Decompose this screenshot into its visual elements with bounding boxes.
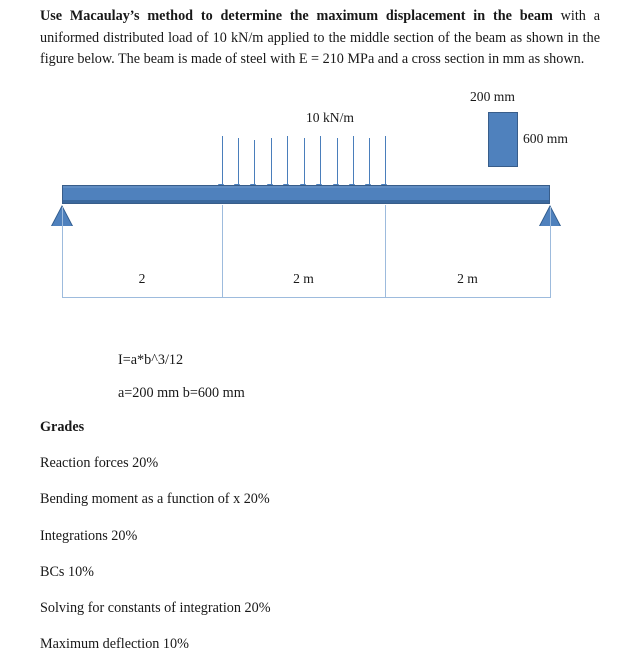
dimension-label-span2: 2 m — [293, 271, 314, 286]
udl-arrow-line — [222, 136, 223, 191]
grade-item-max-deflection: Maximum deflection 10% — [40, 636, 189, 652]
grades-heading: Grades — [40, 419, 85, 435]
problem-statement — [40, 6, 600, 71]
udl-arrow-line — [320, 136, 321, 191]
grade-item-constants: Solving for constants of integration 20% — [40, 600, 271, 616]
problem-statement-bold: Use Macaulay’s method to determine the maximum displacement in the beam — [40, 8, 553, 24]
dimension-label-span3: 2 m — [457, 271, 478, 286]
grade-item-bending-moment: Bending moment as a function of x 20% — [40, 491, 270, 507]
problem-statement-rest: with a uniformed distributed load of 10 kN/m applied to the middle section of the beam as shown in the figure below. The beam is made of steel with E = 210 MPa and a cross section in mm as shown. — [40, 8, 600, 67]
udl-arrow-line — [385, 136, 386, 191]
beam-diagram — [0, 88, 636, 308]
grade-item-bcs: BCs 10% — [40, 564, 94, 580]
cross-section-shape — [488, 112, 518, 167]
grade-item-reaction-forces: Reaction forces 20% — [40, 455, 159, 471]
beam-member — [62, 185, 550, 204]
udl-arrow-line — [287, 136, 288, 191]
section-dimensions: a=200 mm b=600 mm — [118, 385, 245, 401]
dimension-baseline — [62, 297, 551, 298]
dimension-label-span1: 2 — [138, 271, 146, 286]
cross-section-width-label: 200 mm — [470, 89, 515, 104]
inertia-formula: I=a*b^3/12 — [118, 352, 184, 368]
udl-label: 10 kN/m — [306, 110, 354, 125]
cross-section-height-label: 600 mm — [523, 131, 568, 146]
dimension-line-right — [550, 207, 551, 297]
grade-item-integrations: Integrations 20% — [40, 528, 138, 544]
udl-arrow-line — [353, 136, 354, 191]
